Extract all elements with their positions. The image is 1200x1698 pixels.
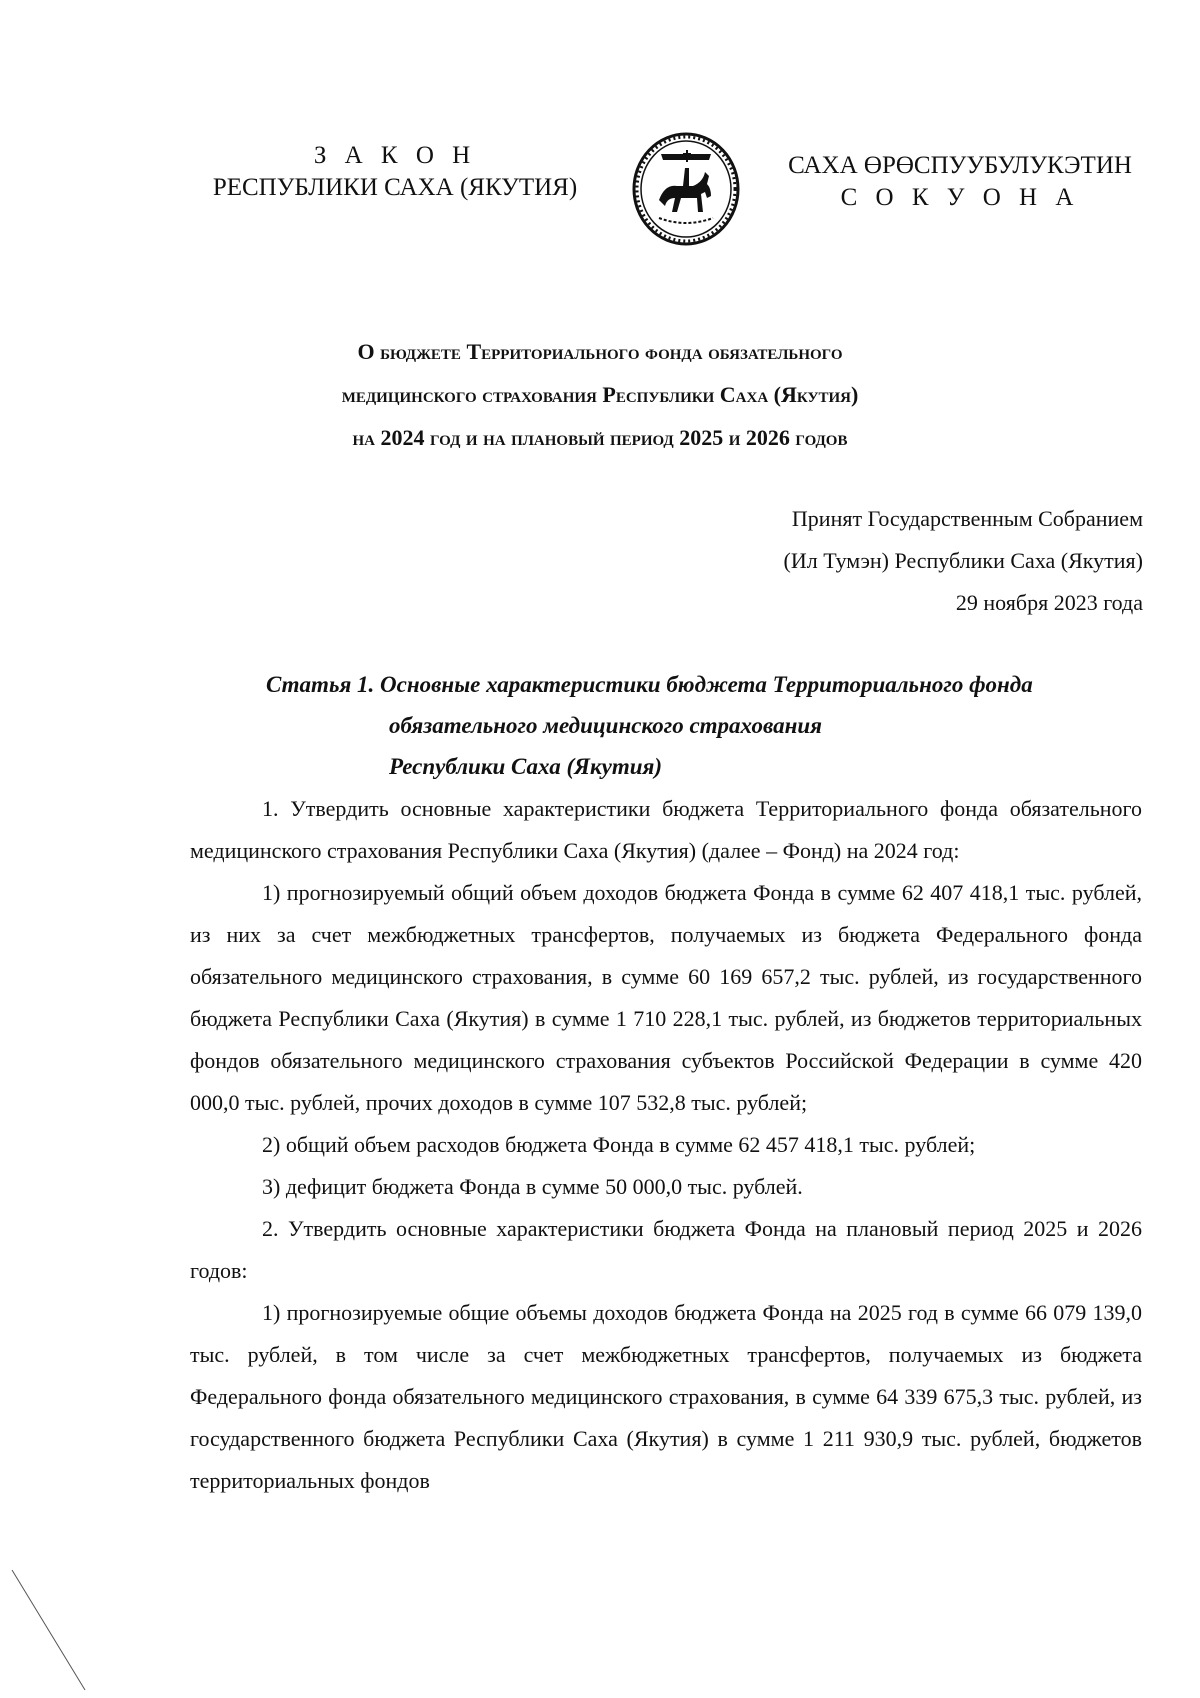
law-label-sakha: С О К У О Н А bbox=[840, 184, 1080, 211]
title-line-2: медицинского страхования Республики Саха (Якутия) bbox=[341, 382, 859, 407]
adoption-date: 29 ноября 2023 года bbox=[955, 590, 1143, 615]
article-line-1: Статья 1. Основные характеристики бюджета Территориального фонда bbox=[266, 672, 1033, 697]
law-label: З А К О Н bbox=[313, 142, 477, 169]
title-line-3: на 2024 год и на плановый период 2025 и 2026 годов bbox=[352, 425, 848, 450]
adopted-line-2: (Ил Тумэн) Республики Саха (Якутия) bbox=[783, 548, 1143, 573]
republic-name-ru: РЕСПУБЛИКИ САХА (ЯКУТИЯ) bbox=[212, 174, 578, 201]
title-line-1: О бюджете Территориального фонда обязательного bbox=[357, 339, 843, 364]
paragraph: 3) дефицит бюджета Фонда в сумме 50 000,0 тыс. рублей. bbox=[262, 1174, 803, 1199]
paragraph: 1) прогнозируемый общий объем доходов бюджета Фонда в сумме 62 407 418,1 тыс. рублей, из них за счет межбюджетных трансфертов, получаемых из бюджета Федерального фонда обязательного медицинского страхования, в сумме 60 169 657,2 тыс. рублей, из государственного бюджета Республики Саха (Якутия) в сумме 1 710 228,1 тыс. рублей, из бюджетов территориальных фондов обязательного медицинского страхования субъектов Российской Федерации в сумме 420 000,0 тыс. рублей, прочих доходов в сумме 107 532,8 тыс. рублей; bbox=[190, 880, 1142, 1115]
paragraph: 1. Утвердить основные характеристики бюджета Территориального фонда обязательного медицинского страхования Республики Саха (Якутия) (далее – Фонд) на 2024 год: bbox=[190, 796, 1142, 863]
article-line-3: Республики Саха (Якутия) bbox=[389, 754, 663, 779]
paragraph: 2. Утвердить основные характеристики бюджета Фонда на плановый период 2025 и 2026 годов: bbox=[190, 1216, 1142, 1283]
republic-name-sakha: САХА ӨРӨСПУУБУЛУКЭТИН bbox=[788, 152, 1132, 179]
paragraph: 2) общий объем расходов бюджета Фонда в сумме 62 457 418,1 тыс. рублей; bbox=[262, 1132, 976, 1157]
adopted-line-1: Принят Государственным Собранием bbox=[791, 506, 1143, 531]
article-line-2: обязательного медицинского страхования bbox=[389, 713, 823, 738]
paragraph: 1) прогнозируемые общие объемы доходов бюджета Фонда на 2025 год в сумме 66 079 139,0 тыс. рублей, в том числе за счет межбюджетных трансфертов, получаемых из бюджета Федерального фонда обязательного медицинского страхования, в сумме 64 339 675,3 тыс. рублей, из государственного бюджета Республики Саха (Якутия) в сумме 1 211 930,9 тыс. рублей, бюджетов территориальных фондов bbox=[190, 1300, 1142, 1493]
